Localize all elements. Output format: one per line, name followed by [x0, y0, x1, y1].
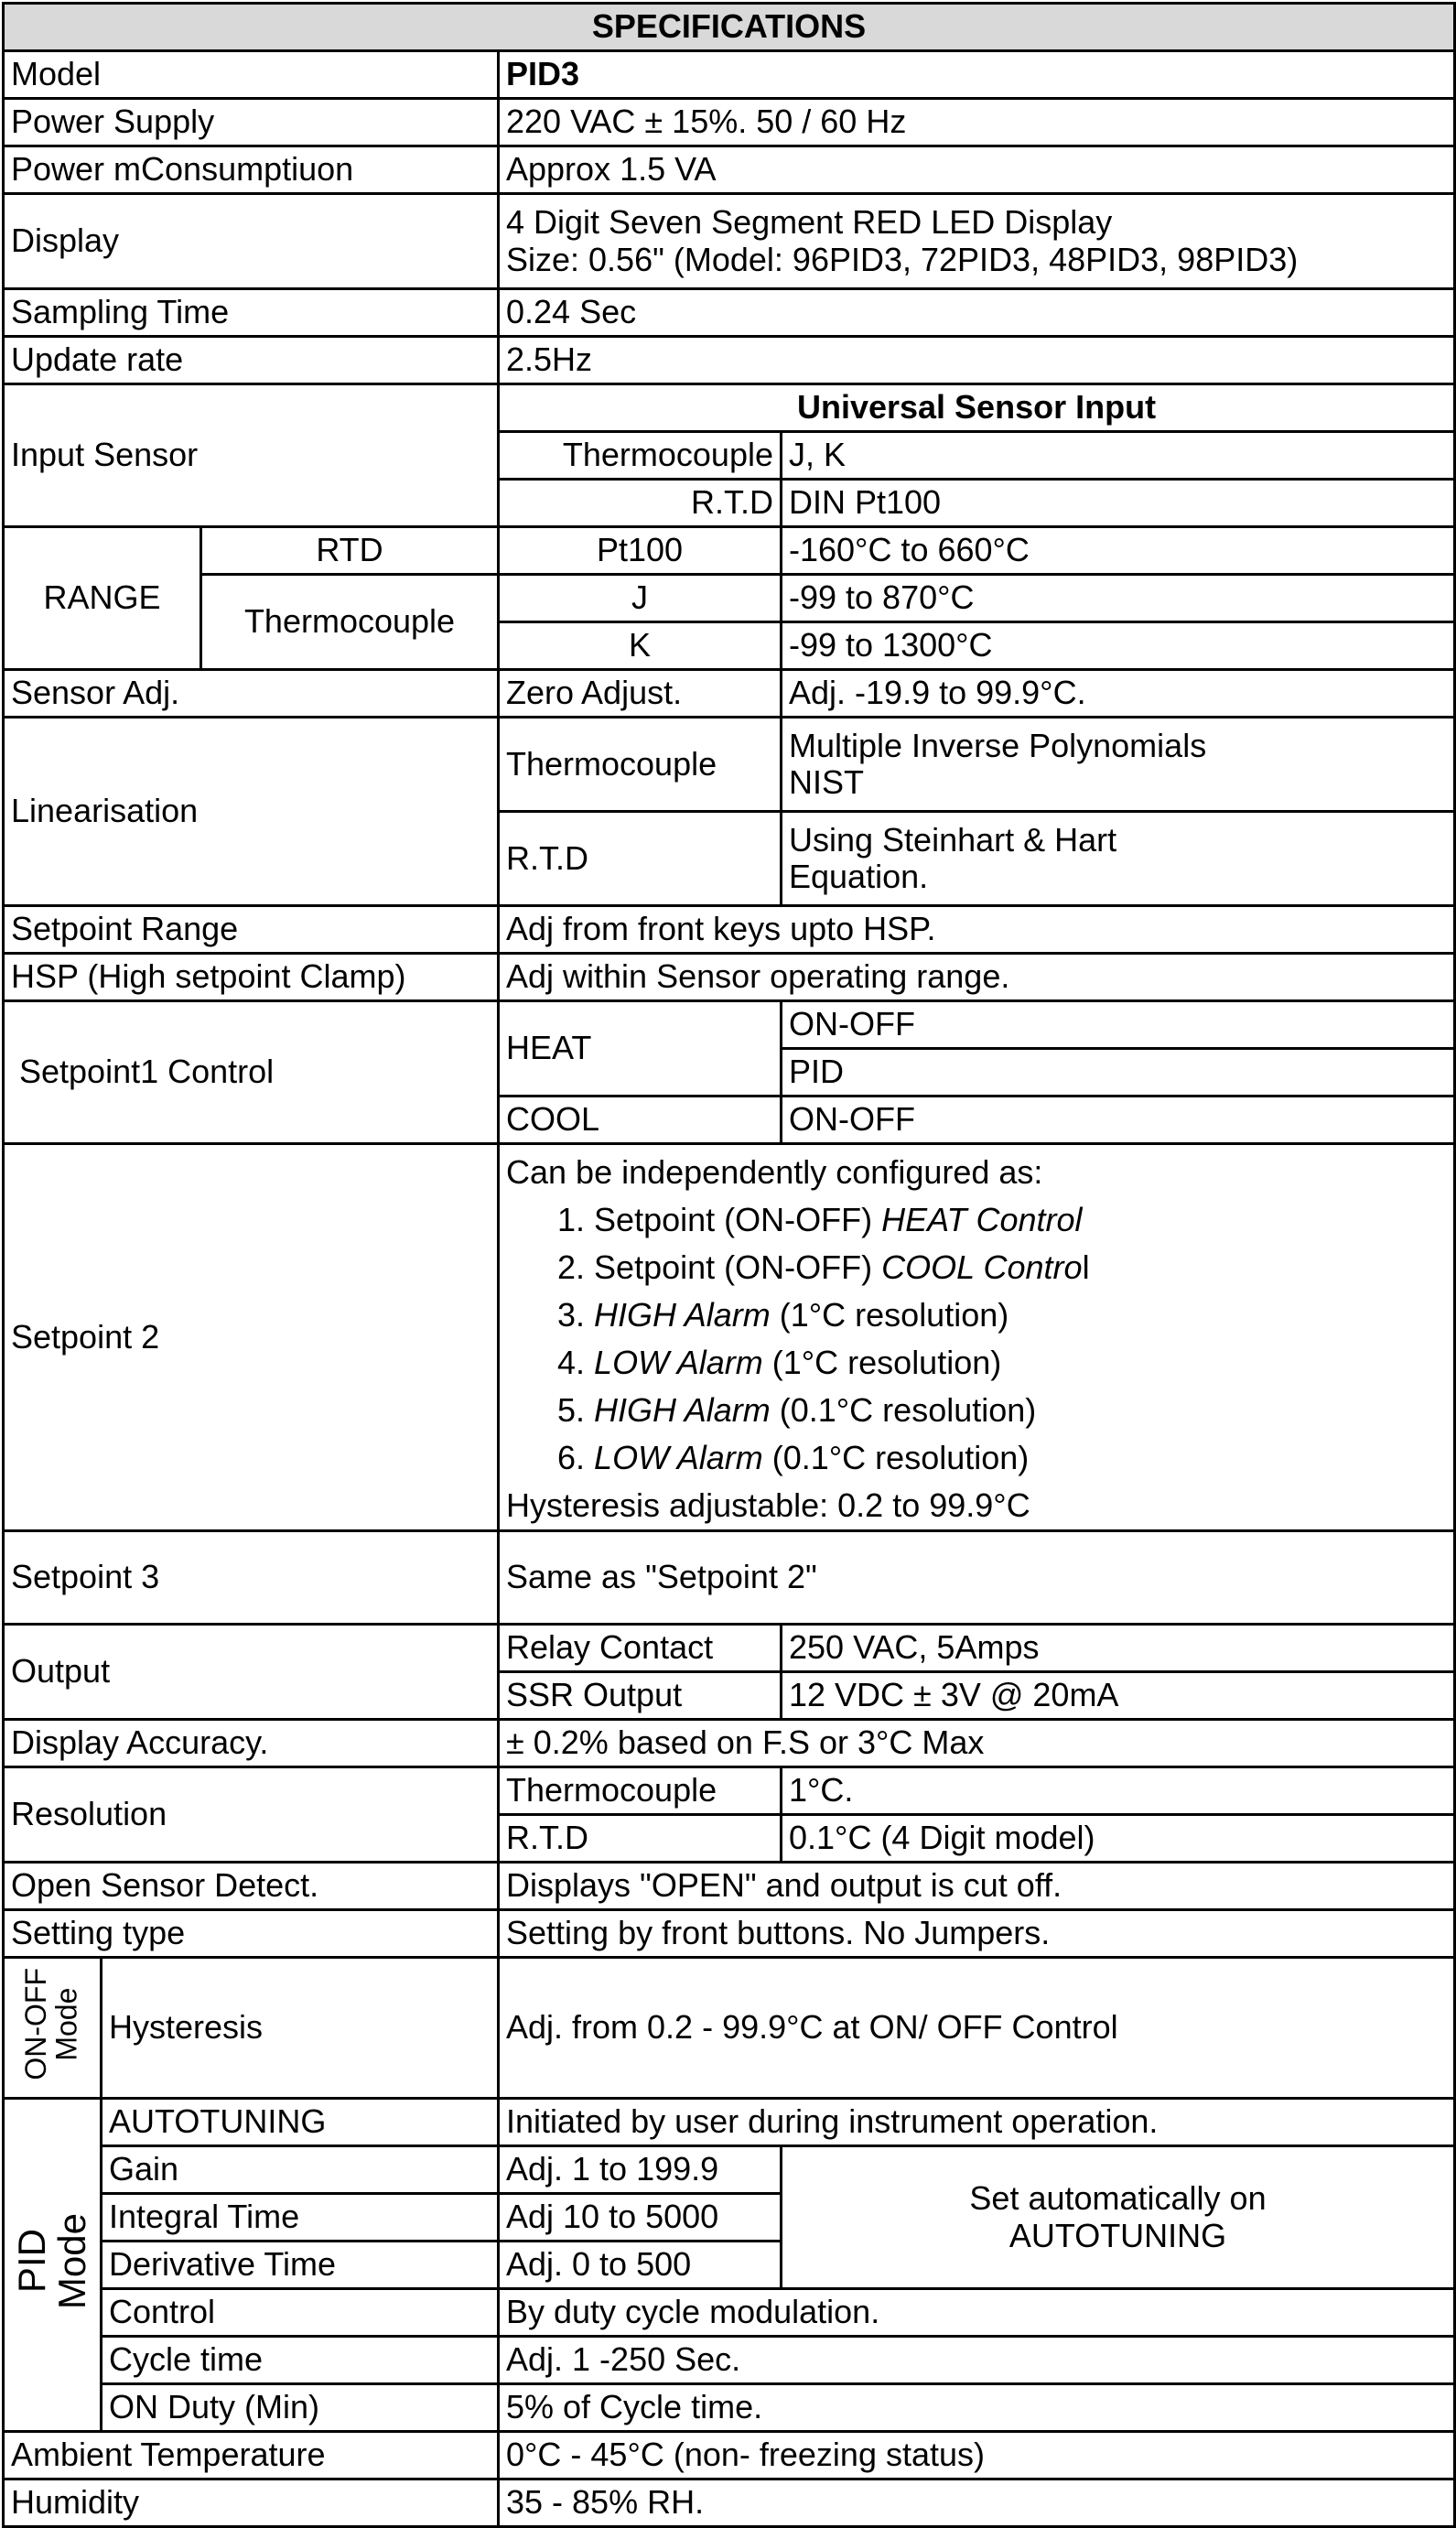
hsp-value: Adj within Sensor operating range. [499, 954, 1455, 1001]
open-sensor-value: Displays "OPEN" and output is cut off. [499, 1863, 1455, 1910]
setpoint1-cool-option: ON-OFF [782, 1097, 1455, 1144]
range-rtd-row [4, 527, 1455, 575]
pid-auto-note-line-2: AUTOTUNING [1008, 2216, 1227, 2254]
option-number: 5. [557, 1391, 586, 1429]
onoff-mode-row [4, 1958, 1455, 2099]
linearisation-rtd-line-2: Equation. [789, 858, 929, 895]
option-suffix: l [1082, 1248, 1090, 1286]
onoff-hysteresis-value: Adj. from 0.2 - 99.9°C at ON/ OFF Control [499, 1958, 1455, 2099]
display-accuracy-label: Display Accuracy. [4, 1720, 499, 1767]
linearisation-tc-label: Thermocouple [499, 718, 782, 812]
pid-mode-label-line-2: Mode [50, 2212, 93, 2309]
setpoint2-option [506, 1196, 1447, 1244]
onoff-mode-label-line-2: Mode [50, 1987, 83, 2061]
input-sensor-row [4, 384, 1455, 432]
display-accuracy-row [4, 1720, 1455, 1767]
sensor-adj-row [4, 670, 1455, 718]
output-ssr-value: 12 VDC ± 3V @ 20mA [782, 1672, 1455, 1720]
output-ssr-label: SSR Output [499, 1672, 782, 1720]
setpoint2-option [506, 1291, 1447, 1339]
setpoint2-label: Setpoint 2 [4, 1144, 499, 1531]
open-sensor-row [4, 1863, 1455, 1910]
pid-mode-label-line-1: PID [9, 2229, 53, 2294]
sampling-time-value: 0.24 Sec [499, 289, 1455, 337]
range-k-value: -99 to 1300°C [782, 622, 1455, 670]
option-number: 3. [557, 1296, 586, 1334]
linearisation-rtd-label: R.T.D [499, 812, 782, 906]
option-emphasis: HEAT Control [881, 1201, 1083, 1238]
specifications-table [2, 2, 1456, 2528]
update-rate-row [4, 337, 1455, 384]
setpoint-range-value: Adj from front keys upto HSP. [499, 906, 1455, 954]
range-pt100-label: Pt100 [499, 527, 782, 575]
ambient-row [4, 2432, 1455, 2479]
range-k-label: K [499, 622, 782, 670]
display-accuracy-value: ± 0.2% based on F.S or 3°C Max [499, 1720, 1455, 1767]
setpoint2-value [499, 1144, 1455, 1531]
pid-auto-note-line-1: Set automatically on [969, 2179, 1267, 2218]
linearisation-rtd-line-1: Using Steinhart & Hart [789, 820, 1117, 859]
sensor-adj-sub: Zero Adjust. [499, 670, 782, 718]
resolution-rtd-label: R.T.D [499, 1815, 782, 1863]
display-label: Display [4, 194, 499, 289]
model-row [4, 51, 1455, 99]
power-supply-label: Power Supply [4, 99, 499, 146]
input-sensor-header: Universal Sensor Input [499, 384, 1455, 432]
pid-cycle-value: Adj. 1 -250 Sec. [499, 2337, 1455, 2384]
display-line-2: Size: 0.56" (Model: 96PID3, 72PID3, 48PID3, 98PID3) [506, 240, 1299, 278]
power-consumption-row [4, 146, 1455, 194]
setpoint-range-row [4, 906, 1455, 954]
resolution-tc-value: 1°C. [782, 1767, 1455, 1815]
pid-cycle-label: Cycle time [102, 2337, 499, 2384]
pid-control-row [4, 2289, 1455, 2337]
option-suffix: (0.1°C resolution) [771, 1439, 1030, 1476]
range-j-label: J [499, 575, 782, 622]
pid-derivative-value: Adj. 0 to 500 [499, 2242, 782, 2289]
setpoint2-intro: Can be independently configured as: [506, 1153, 1043, 1191]
resolution-rtd-value: 0.1°C (4 Digit model) [782, 1815, 1455, 1863]
pid-derivative-label: Derivative Time [102, 2242, 499, 2289]
setpoint2-option [506, 1387, 1447, 1434]
setpoint1-heat-row [4, 1001, 1455, 1049]
setpoint1-label: Setpoint1 Control [4, 1001, 499, 1144]
setting-type-value: Setting by front buttons. No Jumpers. [499, 1910, 1455, 1958]
pid-onduty-row [4, 2384, 1455, 2432]
setpoint3-value: Same as "Setpoint 2" [499, 1531, 1455, 1625]
setpoint1-heat-option-2: PID [782, 1049, 1455, 1097]
setpoint2-option [506, 1434, 1447, 1482]
input-sensor-rtd-label: R.T.D [499, 480, 782, 527]
option-number: 2. [557, 1248, 586, 1286]
pid-onduty-label: ON Duty (Min) [102, 2384, 499, 2432]
pid-autotuning-value: Initiated by user during instrument operation. [499, 2099, 1455, 2146]
resolution-tc-label: Thermocouple [499, 1767, 782, 1815]
hsp-row [4, 954, 1455, 1001]
pid-onduty-value: 5% of Cycle time. [499, 2384, 1455, 2432]
pid-integral-label: Integral Time [102, 2194, 499, 2242]
output-relay-row [4, 1625, 1455, 1672]
onoff-mode-vertical-text [21, 1968, 82, 2080]
ambient-label: Ambient Temperature [4, 2432, 499, 2479]
linearisation-tc-row [4, 718, 1455, 812]
setpoint-range-label: Setpoint Range [4, 906, 499, 954]
ambient-value: 0°C - 45°C (non- freezing status) [499, 2432, 1455, 2479]
option-text: Setpoint (ON-OFF) [594, 1201, 873, 1238]
table-title: SPECIFICATIONS [4, 4, 1455, 51]
humidity-value: 35 - 85% RH. [499, 2479, 1455, 2527]
power-consumption-value: Approx 1.5 VA [499, 146, 1455, 194]
output-relay-label: Relay Contact [499, 1625, 782, 1672]
resolution-label: Resolution [4, 1767, 499, 1863]
range-label: RANGE [4, 527, 201, 670]
open-sensor-label: Open Sensor Detect. [4, 1863, 499, 1910]
option-emphasis: COOL Contro [881, 1248, 1083, 1286]
humidity-label: Humidity [4, 2479, 499, 2527]
pid-cycle-row [4, 2337, 1455, 2384]
range-pt100-value: -160°C to 660°C [782, 527, 1455, 575]
input-sensor-label: Input Sensor [4, 384, 499, 527]
update-rate-value: 2.5Hz [499, 337, 1455, 384]
output-relay-value: 250 VAC, 5Amps [782, 1625, 1455, 1672]
display-line-1: 4 Digit Seven Segment RED LED Display [506, 203, 1113, 242]
option-suffix: (0.1°C resolution) [779, 1391, 1037, 1429]
range-j-row [4, 575, 1455, 622]
option-suffix: (1°C resolution) [771, 1344, 1002, 1381]
model-label: Model [4, 51, 499, 99]
range-thermocouple-label: Thermocouple [201, 575, 499, 670]
option-suffix: (1°C resolution) [779, 1296, 1009, 1334]
pid-integral-value: Adj 10 to 5000 [499, 2194, 782, 2242]
linearisation-rtd-value [782, 812, 1455, 906]
title-row [4, 4, 1455, 51]
linearisation-label: Linearisation [4, 718, 499, 906]
setting-type-label: Setting type [4, 1910, 499, 1958]
setpoint1-heat-label: HEAT [499, 1001, 782, 1097]
pid-autotuning-label: AUTOTUNING [102, 2099, 499, 2146]
setpoint2-option [506, 1244, 1447, 1291]
setpoint2-row [4, 1144, 1455, 1531]
setting-type-row [4, 1910, 1455, 1958]
option-number: 6. [557, 1439, 586, 1476]
display-value [499, 194, 1455, 289]
resolution-tc-row [4, 1767, 1455, 1815]
pid-control-label: Control [102, 2289, 499, 2337]
power-supply-row [4, 99, 1455, 146]
linearisation-tc-value [782, 718, 1455, 812]
option-number: 1. [557, 1201, 586, 1238]
setpoint2-option [506, 1339, 1447, 1387]
humidity-row [4, 2479, 1455, 2527]
option-number: 4. [557, 1344, 586, 1381]
pid-autotuning-row [4, 2099, 1455, 2146]
input-sensor-tc-label: Thermocouple [499, 432, 782, 480]
option-text: Setpoint (ON-OFF) [594, 1248, 873, 1286]
sensor-adj-label: Sensor Adj. [4, 670, 499, 718]
onoff-mode-label [4, 1958, 102, 2099]
input-sensor-tc-value: J, K [782, 432, 1455, 480]
linearisation-tc-line-1: Multiple Inverse Polynomials [789, 726, 1207, 764]
pid-mode-label [4, 2099, 102, 2432]
setpoint3-label: Setpoint 3 [4, 1531, 499, 1625]
setpoint1-heat-option-1: ON-OFF [782, 1001, 1455, 1049]
pid-gain-row [4, 2146, 1455, 2194]
sampling-time-row [4, 289, 1455, 337]
setpoint1-cool-label: COOL [499, 1097, 782, 1144]
input-sensor-rtd-value: DIN Pt100 [782, 480, 1455, 527]
onoff-hysteresis-label: Hysteresis [102, 1958, 499, 2099]
option-emphasis: LOW Alarm [594, 1439, 763, 1476]
output-label: Output [4, 1625, 499, 1720]
pid-gain-label: Gain [102, 2146, 499, 2194]
sensor-adj-value: Adj. -19.9 to 99.9°C. [782, 670, 1455, 718]
linearisation-tc-line-2: NIST [789, 763, 865, 801]
power-supply-value: 220 VAC ± 15%. 50 / 60 Hz [499, 99, 1455, 146]
hsp-label: HSP (High setpoint Clamp) [4, 954, 499, 1001]
sampling-time-label: Sampling Time [4, 289, 499, 337]
option-emphasis: LOW Alarm [594, 1344, 763, 1381]
power-consumption-label: Power mConsumptiuon [4, 146, 499, 194]
model-value: PID3 [499, 51, 1455, 99]
update-rate-label: Update rate [4, 337, 499, 384]
setpoint3-row [4, 1531, 1455, 1625]
range-j-value: -99 to 870°C [782, 575, 1455, 622]
option-emphasis: HIGH Alarm [594, 1296, 771, 1334]
setpoint2-hysteresis: Hysteresis adjustable: 0.2 to 99.9°C [506, 1486, 1030, 1524]
pid-gain-value: Adj. 1 to 199.9 [499, 2146, 782, 2194]
pid-mode-vertical-text [9, 2212, 93, 2309]
range-rtd-label: RTD [201, 527, 499, 575]
display-row [4, 194, 1455, 289]
pid-auto-note [782, 2146, 1455, 2289]
option-emphasis: HIGH Alarm [594, 1391, 771, 1429]
pid-control-value: By duty cycle modulation. [499, 2289, 1455, 2337]
onoff-mode-label-line-1: ON-OFF [19, 1968, 53, 2080]
